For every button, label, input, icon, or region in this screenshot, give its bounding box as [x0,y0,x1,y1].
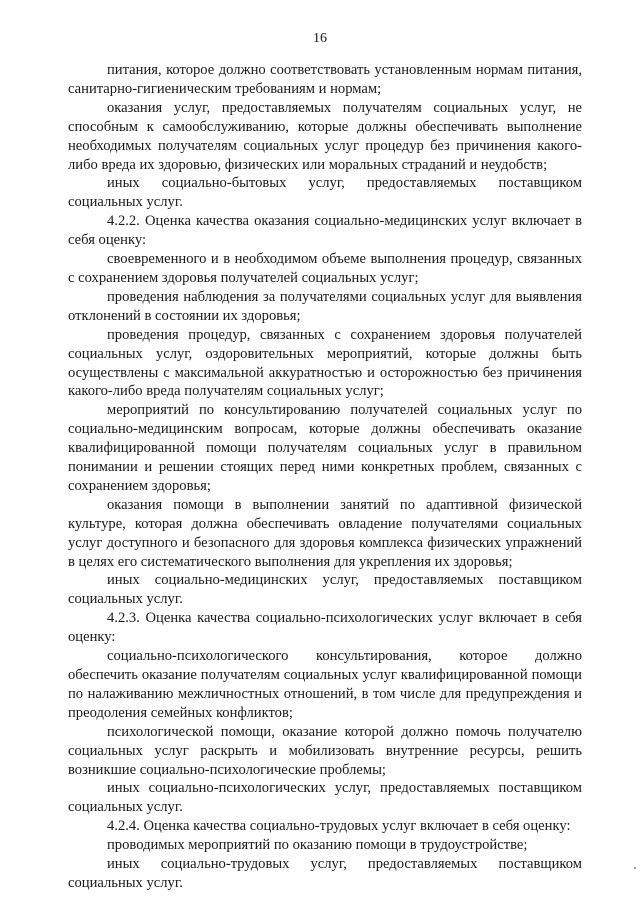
paragraph: иных социально-психологических услуг, предоставляемых поставщиком социальных услуг. [68,780,582,816]
paragraph: проведения наблюдения за получателями социальных услуг для выявления отклонений в состоянии их здоровья; [68,288,582,324]
paragraph: питания, которое должно соответствовать установленным нормам питания, санитарно-гигиеническим требованиям и нормам; [68,62,582,97]
paragraph: иных социально-трудовых услуг, предоставляемых поставщиком социальных услуг. [68,856,582,891]
section-heading-4-2-2: 4.2.2. Оценка качества оказания социально-медицинских услуг включает в себя оценку: [68,213,582,249]
paragraph: оказания помощи в выполнении занятий по адаптивной физической культуре, которая должна обеспечивать овладение получателями социальных услуг доступного и безопасного для здоровья комплекса физических упражнений в целях его систематического выполнения для укрепления их здоровья; [68,496,582,570]
paragraph: иных социально-бытовых услуг, предоставляемых поставщиком социальных услуг. [68,175,582,211]
section-heading-4-2-3: 4.2.3. Оценка качества социально-психологических услуг включает в себя оценку: [68,610,582,646]
paragraph: оказания услуг, предоставляемых получателям социальных услуг, не способным к самообслуживанию, которые должны обеспечивать выполнение необходимых получателям социальных услуг процедур без причинения какого-либо вреда их здоровью, физических или моральных страданий и неудобств; [68,99,582,173]
page-number: 16 [313,31,327,46]
paragraph: психологической помощи, оказание которой должно помочь получателю социальных услуг раскрыть и мобилизовать внутренние ресурсы, решить возникшие социально-психологические проблемы; [68,723,582,778]
paragraph: социально-психологического консультирования, которое должно обеспечить оказание получателям социальных услуг квалифицированной помощи по налаживанию межличностных отношений, в том числе для предупреждения и преодоления семейных конфликтов; [68,648,582,721]
paragraph: мероприятий по консультированию получателей социальных услуг по социально-медицинским вопросам, которые должны обеспечивать оказание квалифицированной помощи получателям социальных услуг в правильном понимании и решении стоящих перед ними конкретных проблем, связанных с сохранением здоровья; [68,402,582,494]
paragraph: своевременного и в необходимом объеме выполнения процедур, связанных с сохранением здоровья получателей социальных услуг; [68,251,582,286]
paragraph: проведения процедур, связанных с сохранением здоровья получателей социальных услуг, оздоровительных мероприятий, которые должны быть осуществлены с максимальной аккуратностью и осторожностью без причинения какого-либо вреда получателям социальных услуг; [68,326,582,400]
paragraph: иных социально-медицинских услуг, предоставляемых поставщиком социальных услуг. [68,572,582,608]
section-heading-4-2-4: 4.2.4. Оценка качества социально-трудовых услуг включает в себя оценку: [107,818,571,835]
document-body [68,61,582,893]
paragraph: проводимых мероприятий по оказанию помощи в трудоустройстве; [107,837,528,854]
scan-speck [634,867,636,869]
